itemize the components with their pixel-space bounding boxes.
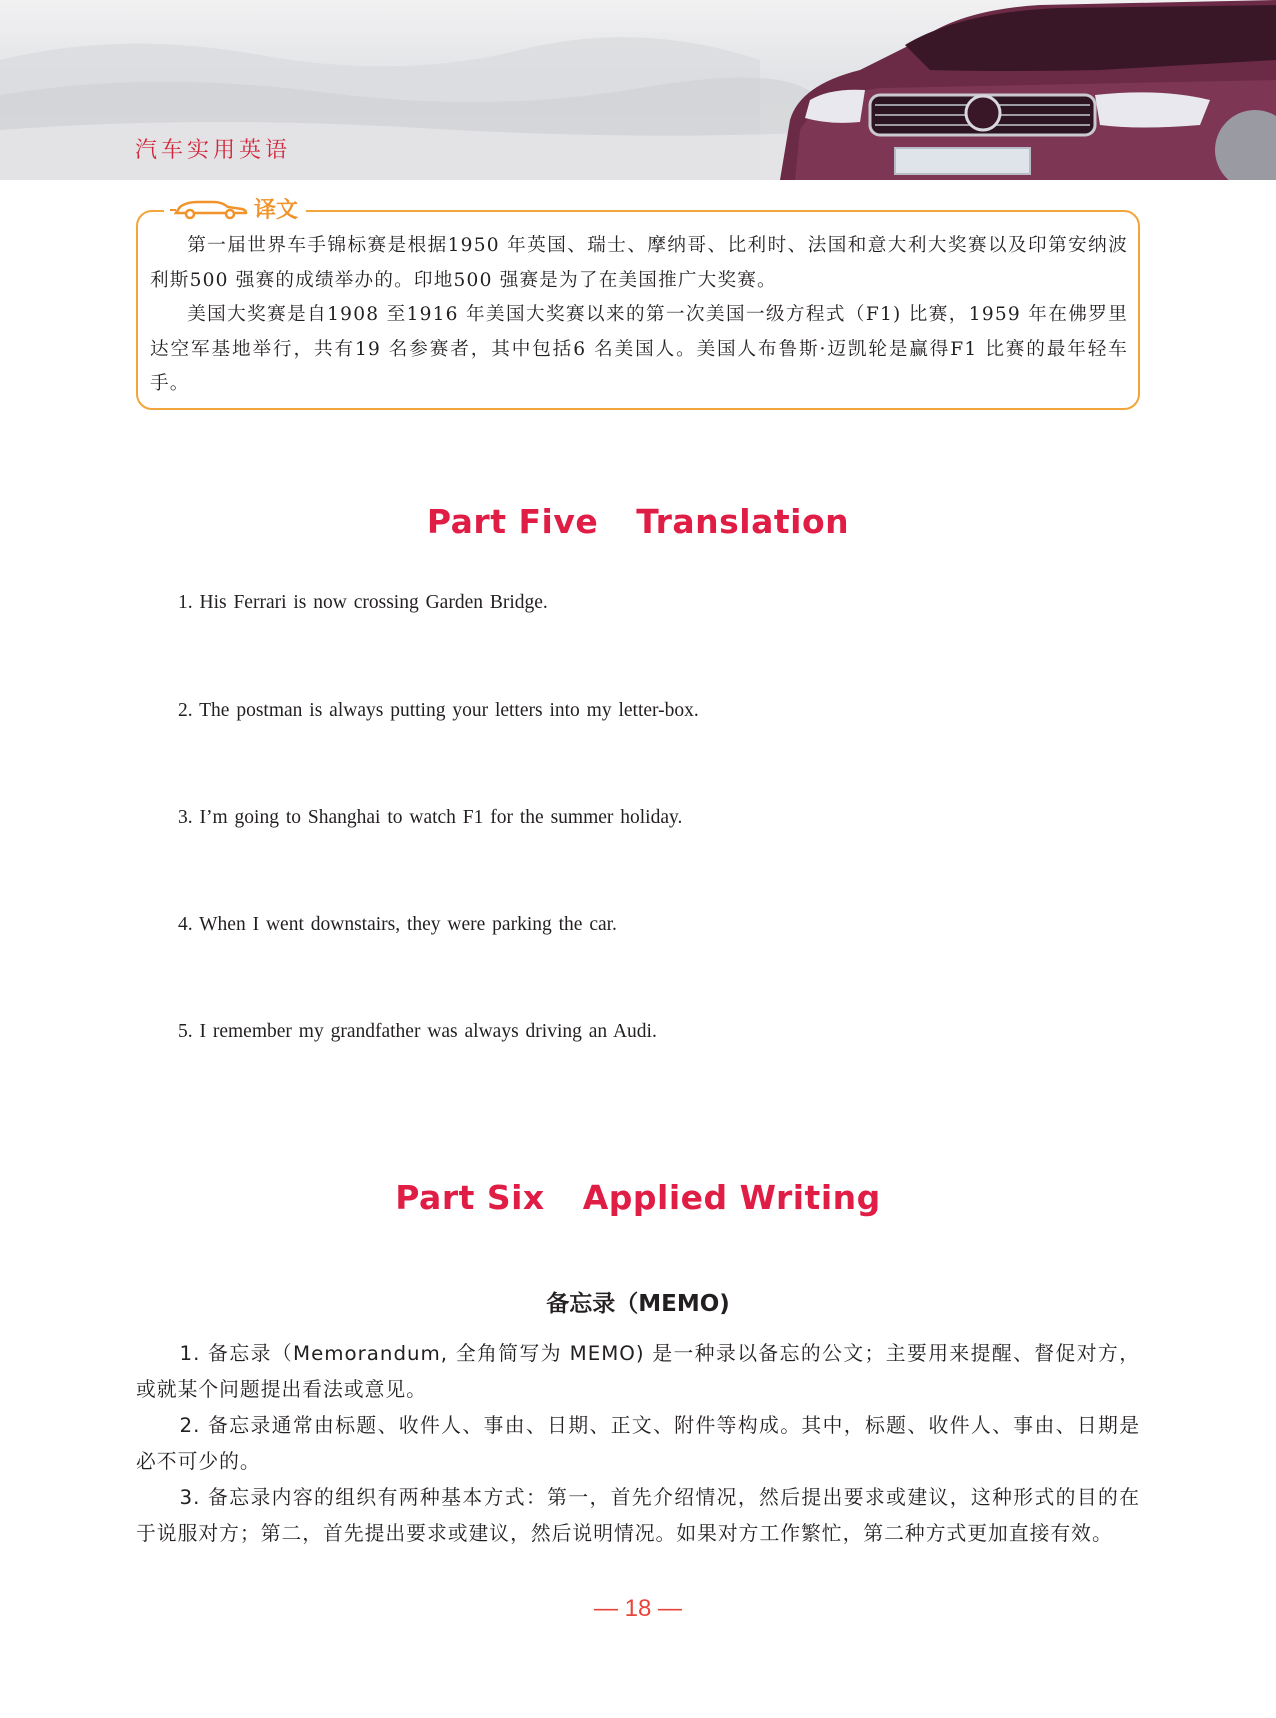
memo-title: 备忘录（MEMO) xyxy=(546,1291,730,1317)
sentence-item: 4. When I went downstairs, they were parking the car. xyxy=(178,914,617,935)
sentence-item: 5. I remember my grandfather was always driving an Audi. xyxy=(178,1021,657,1042)
memo-paragraph: 2. 备忘录通常由标题、收件人、事由、日期、正文、附件等构成。其中，标题、收件人、事由、日期是必不可少的。 xyxy=(136,1414,1140,1473)
part-five-title: Translation xyxy=(636,502,850,541)
sentence-item: 3. I’m going to Shanghai to watch F1 for the summer holiday. xyxy=(178,807,683,828)
translation-text xyxy=(150,229,1128,402)
header-banner xyxy=(0,0,1276,180)
memo-paragraph: 3. 备忘录内容的组织有两种基本方式：第一，首先介绍情况，然后提出要求或建议，这种形式的目的在于说服对方；第二，首先提出要求或建议，然后说明情况。如果对方工作繁忙，第二种方式更加直接有效。 xyxy=(136,1486,1140,1545)
book-title: 汽车实用英语 xyxy=(135,138,292,163)
sentence-item: 1. His Ferrari is now crossing Garden Bridge. xyxy=(178,592,548,613)
sentence-item: 2. The postman is always putting your letters into my letter-box. xyxy=(178,700,699,721)
memo-paragraph: 1. 备忘录（Memorandum, 全角简写为 MEMO) 是一种录以备忘的公文；主要用来提醒、督促对方，或就某个问题提出看法或意见。 xyxy=(136,1342,1140,1401)
car-icon xyxy=(170,196,250,220)
translation-label: 译文 xyxy=(254,197,299,223)
page-number: — 18 — xyxy=(593,1595,683,1622)
memo-body xyxy=(136,1336,1140,1552)
part-six-heading xyxy=(0,1178,1276,1217)
part-five-label: Part Five xyxy=(426,502,599,541)
part-six-title: Applied Writing xyxy=(582,1178,881,1217)
translation-paragraph: 美国大奖赛是自1908 至1916 年美国大奖赛以来的第一次美国一级方程式（F1) 比赛，1959 年在佛罗里达空军基地举行，共有19 名参赛者，其中包括6 名美国人。美国人布鲁斯·迈凯轮是赢得F1 比赛的最年轻车手。 xyxy=(150,304,1128,394)
part-five-heading xyxy=(0,502,1276,541)
translation-paragraph: 第一届世界车手锦标赛是根据1950 年英国、瑞士、摩纳哥、比利时、法国和意大利大奖赛以及印第安纳波利斯500 强赛的成绩举办的。印地500 强赛是为了在美国推广大奖赛。 xyxy=(150,235,1128,291)
translation-tag xyxy=(164,190,306,226)
part-six-label: Part Six xyxy=(395,1178,545,1217)
